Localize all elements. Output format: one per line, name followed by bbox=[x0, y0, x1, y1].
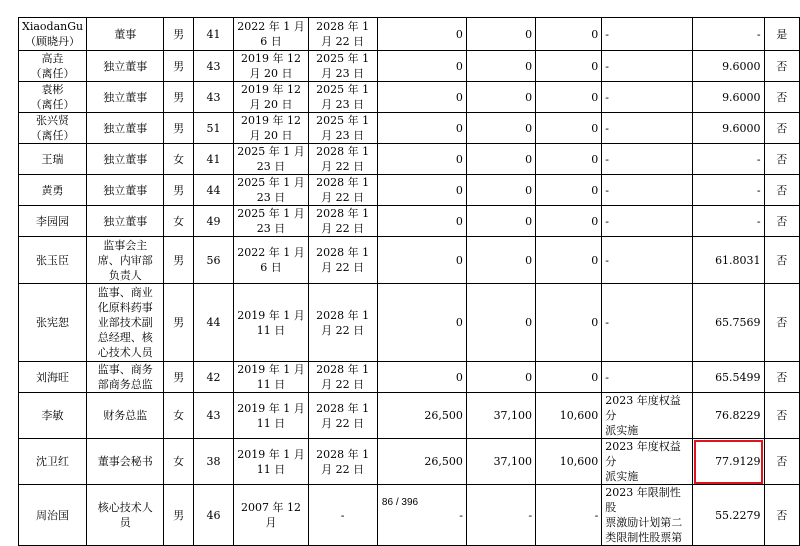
shares-change-cell: 0 bbox=[536, 237, 602, 284]
shares-change-cell: 0 bbox=[536, 144, 602, 175]
change-reason-cell: - bbox=[602, 284, 693, 362]
table-row bbox=[19, 284, 800, 362]
gender-cell: 男 bbox=[164, 113, 194, 144]
table-row bbox=[19, 237, 800, 284]
table-row bbox=[19, 51, 800, 82]
shares-begin-cell: 0 bbox=[377, 206, 466, 237]
table-row bbox=[19, 439, 800, 485]
position-cell: 独立董事 bbox=[87, 206, 164, 237]
table-row bbox=[19, 82, 800, 113]
shares-change-cell: 0 bbox=[536, 362, 602, 393]
related-party-pay-cell: 否 bbox=[764, 439, 799, 485]
related-party-pay-cell: 否 bbox=[764, 113, 799, 144]
shares-end-cell: 0 bbox=[466, 284, 535, 362]
shares-begin-cell: 0 bbox=[377, 237, 466, 284]
term-start-cell: 2019 年 12 月 20 日 bbox=[234, 82, 309, 113]
shares-begin-cell: 26,500 bbox=[377, 439, 466, 485]
compensation-cell: 65.7569 bbox=[693, 284, 764, 362]
position-cell: 独立董事 bbox=[87, 82, 164, 113]
compensation-cell: 9.6000 bbox=[693, 82, 764, 113]
term-start-cell: 2019 年 12 月 20 日 bbox=[234, 113, 309, 144]
age-cell: 41 bbox=[193, 144, 233, 175]
gender-cell: 女 bbox=[164, 206, 194, 237]
age-cell: 43 bbox=[193, 82, 233, 113]
term-start-cell: 2022 年 1 月 6 日 bbox=[234, 18, 309, 51]
related-party-pay-cell: 否 bbox=[764, 362, 799, 393]
table-row bbox=[19, 144, 800, 175]
term-start-cell: 2025 年 1 月 23 日 bbox=[234, 144, 309, 175]
change-reason-cell: 2023 年度权益分 派实施 bbox=[602, 439, 693, 485]
position-cell: 独立董事 bbox=[87, 113, 164, 144]
person-name-cell: 张兴贤 （离任） bbox=[19, 113, 87, 144]
term-end-cell: 2025 年 1 月 23 日 bbox=[308, 51, 377, 82]
change-reason-cell: 2023 年度权益分 派实施 bbox=[602, 393, 693, 439]
shares-change-cell: 0 bbox=[536, 18, 602, 51]
compensation-cell: - bbox=[693, 206, 764, 237]
term-end-cell: 2025 年 1 月 23 日 bbox=[308, 82, 377, 113]
term-end-cell: 2028 年 1 月 22 日 bbox=[308, 393, 377, 439]
related-party-pay-cell: 是 bbox=[764, 18, 799, 51]
shares-end-cell: 0 bbox=[466, 175, 535, 206]
shares-change-cell: 0 bbox=[536, 284, 602, 362]
shares-begin-cell: 0 bbox=[377, 82, 466, 113]
related-party-pay-cell: 否 bbox=[764, 206, 799, 237]
shares-begin-cell: 26,500 bbox=[377, 393, 466, 439]
shares-begin-cell: 0 bbox=[377, 362, 466, 393]
compensation-cell: 9.6000 bbox=[693, 51, 764, 82]
related-party-pay-cell: 否 bbox=[764, 51, 799, 82]
term-end-cell: 2028 年 1 月 22 日 bbox=[308, 144, 377, 175]
gender-cell: 男 bbox=[164, 175, 194, 206]
related-party-pay-cell: 否 bbox=[764, 82, 799, 113]
age-cell: 42 bbox=[193, 362, 233, 393]
related-party-pay-cell: 否 bbox=[764, 284, 799, 362]
age-cell: 44 bbox=[193, 175, 233, 206]
age-cell: 43 bbox=[193, 393, 233, 439]
position-cell: 独立董事 bbox=[87, 175, 164, 206]
shares-change-cell: 0 bbox=[536, 206, 602, 237]
gender-cell: 男 bbox=[164, 284, 194, 362]
shares-end-cell: 37,100 bbox=[466, 439, 535, 485]
shares-change-cell: 10,600 bbox=[536, 439, 602, 485]
person-name-cell: XiaodanGu （顾晓丹） bbox=[19, 18, 87, 51]
shares-end-cell: 0 bbox=[466, 144, 535, 175]
gender-cell: 男 bbox=[164, 237, 194, 284]
shares-end-cell: - bbox=[466, 485, 535, 546]
compensation-cell: 9.6000 bbox=[693, 113, 764, 144]
shares-change-cell: 0 bbox=[536, 82, 602, 113]
gender-cell: 男 bbox=[164, 485, 194, 546]
shares-end-cell: 0 bbox=[466, 51, 535, 82]
shares-begin-cell: 0 bbox=[377, 113, 466, 144]
age-cell: 41 bbox=[193, 18, 233, 51]
shares-begin-cell: 0 bbox=[377, 144, 466, 175]
page-number: 86 / 396 bbox=[381, 497, 419, 508]
related-party-pay-cell: 否 bbox=[764, 485, 799, 546]
term-end-cell: 2028 年 1 月 22 日 bbox=[308, 18, 377, 51]
position-cell: 监事会主 席、内审部 负责人 bbox=[87, 237, 164, 284]
term-start-cell: 2019 年 1 月 11 日 bbox=[234, 362, 309, 393]
shares-end-cell: 0 bbox=[466, 18, 535, 51]
person-name-cell: 黄勇 bbox=[19, 175, 87, 206]
shares-begin-cell: 0 bbox=[377, 175, 466, 206]
shares-end-cell: 0 bbox=[466, 362, 535, 393]
person-name-cell: 沈卫红 bbox=[19, 439, 87, 485]
change-reason-cell: - bbox=[602, 237, 693, 284]
change-reason-cell: - bbox=[602, 144, 693, 175]
person-name-cell: 李敏 bbox=[19, 393, 87, 439]
shares-change-cell: 0 bbox=[536, 51, 602, 82]
change-reason-cell: - bbox=[602, 175, 693, 206]
change-reason-cell: - bbox=[602, 51, 693, 82]
shares-change-cell: 10,600 bbox=[536, 393, 602, 439]
term-end-cell: 2028 年 1 月 22 日 bbox=[308, 284, 377, 362]
term-start-cell: 2019 年 1 月 11 日 bbox=[234, 284, 309, 362]
age-cell: 51 bbox=[193, 113, 233, 144]
change-reason-cell: - bbox=[602, 206, 693, 237]
shares-change-cell: - bbox=[536, 485, 602, 546]
term-end-cell: - bbox=[308, 485, 377, 546]
gender-cell: 女 bbox=[164, 144, 194, 175]
person-name-cell: 王瑞 bbox=[19, 144, 87, 175]
age-cell: 43 bbox=[193, 51, 233, 82]
position-cell: 监事、商务 部商务总监 bbox=[87, 362, 164, 393]
person-name-cell: 袁彬 （离任） bbox=[19, 82, 87, 113]
table-row bbox=[19, 362, 800, 393]
compensation-cell: 77.9129 bbox=[693, 439, 764, 485]
change-reason-cell: - bbox=[602, 113, 693, 144]
related-party-pay-cell: 否 bbox=[764, 237, 799, 284]
related-party-pay-cell: 否 bbox=[764, 393, 799, 439]
term-end-cell: 2028 年 1 月 22 日 bbox=[308, 175, 377, 206]
term-end-cell: 2028 年 1 月 22 日 bbox=[308, 206, 377, 237]
compensation-cell: 76.8229 bbox=[693, 393, 764, 439]
term-start-cell: 2007 年 12 月 bbox=[234, 485, 309, 546]
shares-begin-cell: - bbox=[377, 485, 466, 546]
position-cell: 核心技术人 员 bbox=[87, 485, 164, 546]
person-name-cell: 刘海旺 bbox=[19, 362, 87, 393]
shares-end-cell: 37,100 bbox=[466, 393, 535, 439]
person-name-cell: 周治国 bbox=[19, 485, 87, 546]
person-name-cell: 张宪恕 bbox=[19, 284, 87, 362]
table-row bbox=[19, 175, 800, 206]
position-cell: 董事会秘书 bbox=[87, 439, 164, 485]
age-cell: 49 bbox=[193, 206, 233, 237]
compensation-cell: - bbox=[693, 175, 764, 206]
table-row bbox=[19, 393, 800, 439]
shares-end-cell: 0 bbox=[466, 82, 535, 113]
gender-cell: 男 bbox=[164, 18, 194, 51]
person-name-cell: 高垚 （离任） bbox=[19, 51, 87, 82]
age-cell: 46 bbox=[193, 485, 233, 546]
position-cell: 监事、商业 化原料药事 业部技术副 总经理、核 心技术人员 bbox=[87, 284, 164, 362]
position-cell: 独立董事 bbox=[87, 51, 164, 82]
age-cell: 44 bbox=[193, 284, 233, 362]
person-name-cell: 张玉臣 bbox=[19, 237, 87, 284]
shares-end-cell: 0 bbox=[466, 206, 535, 237]
change-reason-cell: - bbox=[602, 82, 693, 113]
gender-cell: 女 bbox=[164, 439, 194, 485]
term-start-cell: 2019 年 1 月 11 日 bbox=[234, 393, 309, 439]
gender-cell: 女 bbox=[164, 393, 194, 439]
position-cell: 独立董事 bbox=[87, 144, 164, 175]
compensation-cell: 55.2279 bbox=[693, 485, 764, 546]
age-cell: 38 bbox=[193, 439, 233, 485]
term-end-cell: 2028 年 1 月 22 日 bbox=[308, 237, 377, 284]
change-reason-cell: - bbox=[602, 18, 693, 51]
term-start-cell: 2025 年 1 月 23 日 bbox=[234, 206, 309, 237]
shares-begin-cell: 0 bbox=[377, 51, 466, 82]
term-start-cell: 2019 年 1 月 11 日 bbox=[234, 439, 309, 485]
table-row bbox=[19, 18, 800, 51]
term-start-cell: 2022 年 1 月 6 日 bbox=[234, 237, 309, 284]
shares-begin-cell: 0 bbox=[377, 18, 466, 51]
term-start-cell: 2025 年 1 月 23 日 bbox=[234, 175, 309, 206]
position-cell: 董事 bbox=[87, 18, 164, 51]
shares-end-cell: 0 bbox=[466, 237, 535, 284]
position-cell: 财务总监 bbox=[87, 393, 164, 439]
shares-change-cell: 0 bbox=[536, 175, 602, 206]
shares-begin-cell: 0 bbox=[377, 284, 466, 362]
gender-cell: 男 bbox=[164, 51, 194, 82]
compensation-cell: 61.8031 bbox=[693, 237, 764, 284]
shares-change-cell: 0 bbox=[536, 113, 602, 144]
table-row bbox=[19, 485, 800, 546]
change-reason-cell: 2023 年限制性股 票激励计划第二 类限制性股票第 bbox=[602, 485, 693, 546]
gender-cell: 男 bbox=[164, 82, 194, 113]
compensation-cell: - bbox=[693, 18, 764, 51]
related-party-pay-cell: 否 bbox=[764, 175, 799, 206]
management-compensation-table bbox=[18, 17, 800, 546]
compensation-cell: 65.5499 bbox=[693, 362, 764, 393]
related-party-pay-cell: 否 bbox=[764, 144, 799, 175]
person-name-cell: 李园园 bbox=[19, 206, 87, 237]
term-start-cell: 2019 年 12 月 20 日 bbox=[234, 51, 309, 82]
term-end-cell: 2025 年 1 月 23 日 bbox=[308, 113, 377, 144]
shares-end-cell: 0 bbox=[466, 113, 535, 144]
age-cell: 56 bbox=[193, 237, 233, 284]
table-row bbox=[19, 206, 800, 237]
change-reason-cell: - bbox=[602, 362, 693, 393]
gender-cell: 男 bbox=[164, 362, 194, 393]
term-end-cell: 2028 年 1 月 22 日 bbox=[308, 439, 377, 485]
compensation-cell: - bbox=[693, 144, 764, 175]
term-end-cell: 2028 年 1 月 22 日 bbox=[308, 362, 377, 393]
table-row bbox=[19, 113, 800, 144]
